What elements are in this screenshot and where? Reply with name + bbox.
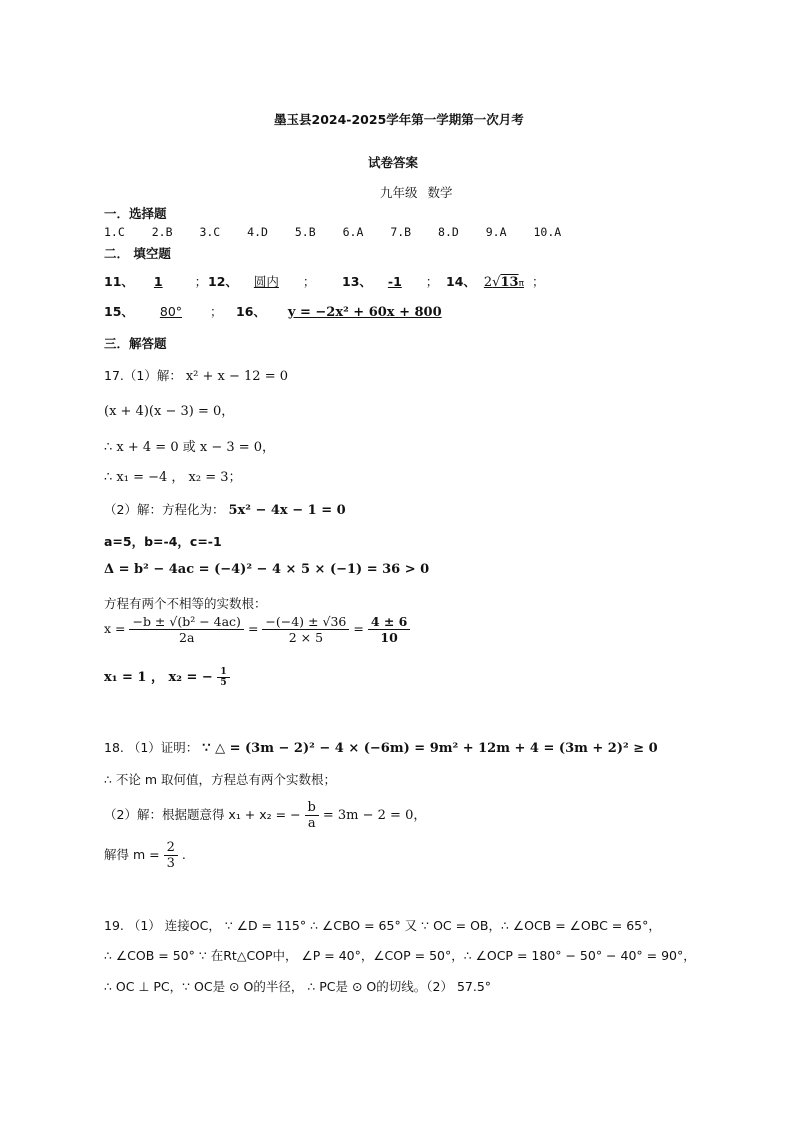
document-title: 墨玉县2024-2025学年第一学期第一次月考 [274, 112, 524, 127]
q14-sep: ； [531, 274, 545, 289]
q17-line4: ∴ x₁ = −4 ， x₂ = 3； [104, 470, 242, 485]
q11-label: 11、 [104, 274, 134, 289]
document-subtitle: 试卷答案 [368, 155, 419, 170]
q17-part1-label: 17.（1）解： [104, 368, 182, 383]
q17-part2-equation: 5x² − 4x − 1 = 0 [228, 503, 346, 518]
q18-discriminant: ∵ △ = (3m − 2)² − 4 × (−6m) = 9m² + 12m + 4 = (3m + 2)² ≥ 0 [202, 741, 658, 756]
q17-line6: a=5，b=-4，c=-1 [104, 534, 222, 549]
q17-part2-label: （2）解：方程化为： [104, 502, 225, 517]
grade-subject: 九年级 数学 [380, 185, 453, 200]
choice-answer: 7.B [390, 225, 412, 239]
q11-sep: ； [194, 274, 208, 289]
q14-pi: π [518, 279, 524, 289]
q15-answer: 80° [159, 304, 183, 319]
q18-fraction-m: $\frac{2}{3}$ [164, 840, 178, 871]
fill-q13 [342, 272, 438, 290]
q11-answer: 1 [153, 274, 163, 289]
q15-label: 15、 [104, 304, 134, 319]
section-solution-heading: 三．解答题 [104, 336, 167, 351]
q17-fraction-3: $\frac{4 \pm 6}{10}$ [368, 614, 411, 645]
q19-line3: ∴ OC ⊥ PC，∵ OC是 ⊙ O的半径， ∴ PC是 ⊙ O的切线。（2） 57.5° [104, 979, 492, 994]
q17-line5 [104, 500, 346, 518]
choice-answer: 5.B [294, 225, 316, 239]
q13-label: 13、 [342, 274, 372, 289]
q18-line2: ∴ 不论 m 取何值，方程总有两个实数根； [104, 772, 337, 787]
choice-answer: 10.A [533, 225, 562, 239]
q14-answer [480, 274, 528, 289]
choice-answer: 9.A [485, 225, 507, 239]
q14-coef: 2 [483, 275, 493, 290]
choice-answer: 8.D [438, 225, 459, 239]
q17-line8: 方程有两个不相等的实数根： [104, 596, 267, 611]
sqrt-icon: √ [492, 275, 501, 290]
q14-radicand: 13 [500, 275, 519, 290]
q16-answer: y = −2x² + 60x + 800 [287, 305, 442, 320]
q13-sep: ； [425, 274, 439, 289]
q18-line1 [104, 738, 658, 756]
q17-line1 [104, 366, 288, 384]
q17-root-fraction: $\frac{1}{5}$ [217, 667, 229, 688]
q17-line7: Δ = b² − 4ac = (−4)² − 4 × 5 × (−1) = 36 > 0 [104, 562, 430, 577]
q14-label: 14、 [446, 274, 476, 289]
choice-answer: 3.C [199, 225, 221, 239]
fill-q11 [104, 272, 207, 290]
choice-answer: 6.A [342, 225, 364, 239]
q18-fraction-b-a: $\frac{b}{a}$ [305, 800, 319, 831]
fill-q16 [236, 302, 450, 320]
choice-answer: 4.D [247, 225, 268, 239]
q18-part1-label: 18. （1）证明： [104, 740, 199, 755]
q17-line3: ∴ x + 4 = 0 或 x − 3 = 0， [104, 440, 276, 455]
choice-answers [104, 225, 581, 239]
q13-answer: -1 [387, 274, 402, 289]
q17-line2: (x + 4)(x − 3) = 0， [104, 404, 235, 419]
q16-label: 16、 [236, 304, 266, 319]
q12-label: 12、 [208, 274, 238, 289]
q17-formula: x = $\frac{\text{−b ± √(b² − 4ac)}}{2a}$ = $\frac{-(-4) \pm √36}{2 \times 5}$ = $\frac{4 \pm 6}{10}$ [104, 614, 410, 645]
q12-answer: 圆内 [253, 274, 279, 289]
fill-q12 [208, 272, 315, 290]
fill-q14 [446, 272, 544, 290]
q17-fraction-2: $\frac{-(-4) \pm √36}{2 \times 5}$ [262, 614, 349, 645]
choice-answer: 2.B [151, 225, 173, 239]
fill-q15 [104, 302, 223, 320]
q19-line2: ∴ ∠COB = 50° ∵ 在Rt△COP中， ∠P = 40°，∠COP = 50°，∴ ∠OCP = 180° − 50° − 40° = 90°， [104, 948, 696, 963]
q18-line4: 解得 m = $\frac{2}{3}$ . [104, 840, 186, 871]
q17-formula-x: x = [104, 621, 126, 636]
q17-equation: x² + x − 12 = 0 [185, 369, 288, 384]
section-fill-heading: 二． 填空题 [104, 246, 171, 261]
section-choice-heading: 一．选择题 [104, 206, 167, 221]
q12-sep: ； [302, 274, 316, 289]
q15-sep: ； [210, 304, 223, 319]
q19-line1: 19. （1） 连接OC， ∵ ∠D = 115° ∴ ∠CBO = 65° 又 ∵ OC = OB，∴ ∠OCB = ∠OBC = 65°， [104, 918, 661, 933]
q17-fraction-1: $\frac{\text{−b ± √(b² − 4ac)}}{2a}$ [129, 614, 243, 645]
choice-answer: 1.C [104, 225, 125, 239]
q18-line3: （2）解：根据题意得 x₁ + x₂ = − $\frac{b}{a}$ = 3m − 2 = 0， [104, 800, 427, 831]
q17-roots: x₁ = 1 ， x₂ = − $\frac{1}{5}$ [104, 666, 230, 688]
